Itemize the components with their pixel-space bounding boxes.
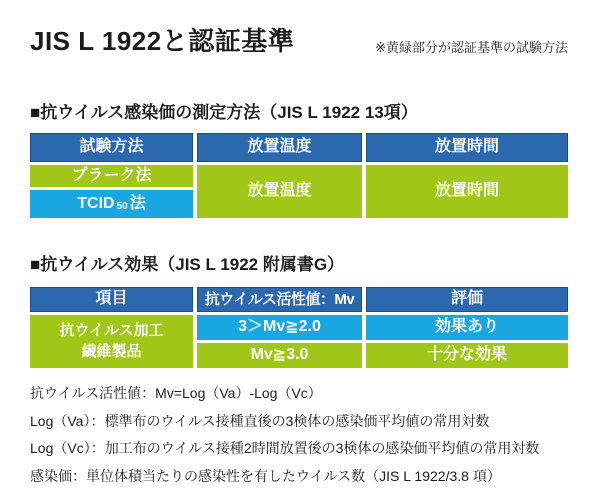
table2-header-activity-value: 抗ウイルス活性値：Mv xyxy=(197,287,362,312)
section2-heading: ■抗ウイルス効果（JIS L 1922 附属書G） xyxy=(30,255,345,274)
footnote-infection-value: 感染価：単位体積当たりの感染性を有したウイルス数（JIS L 1922/3.8 項） xyxy=(30,467,501,484)
item-line-1: 抗ウイルス加工 xyxy=(59,322,164,340)
table1-header-temperature: 放置温度 xyxy=(197,133,362,162)
tcid-label-post: 法 xyxy=(129,194,146,212)
title-row xyxy=(30,25,568,59)
page-title: JIS L 1922と認証基準 xyxy=(30,26,295,56)
table1-cell-tcid50-method xyxy=(30,190,193,218)
table2-cell-activity-row2: Mv≧3.0 xyxy=(197,343,362,368)
table2-cell-evaluation-row2: 十分な効果 xyxy=(366,343,568,368)
table1-header-time: 放置時間 xyxy=(366,133,568,162)
footnotes xyxy=(30,380,575,490)
table1-cell-plaque-method: プラーク法 xyxy=(30,165,193,187)
table2-cell-activity-row1: 3＞Mv≧2.0 xyxy=(197,315,362,340)
tcid-subscript: 50 xyxy=(116,201,128,213)
table1-cell-time-merged: 放置時間 xyxy=(366,165,568,218)
footnote-log-vc: Log（Vc）：加工布のウイルス接種2時間放置後の3検体の感染価平均値の常用対数 xyxy=(30,440,540,456)
table1-cell-temperature-merged: 放置温度 xyxy=(197,165,362,218)
table2-cell-item-merged xyxy=(30,315,193,368)
table2-header-item: 項目 xyxy=(30,287,193,312)
measurement-method-table xyxy=(30,133,568,218)
item-line-2: 繊維製品 xyxy=(81,342,142,360)
footnote-log-va: Log（Va）：標準布のウイルス接種直後の3検体の感染価平均値の常用対数 xyxy=(30,412,490,429)
section1-heading: ■抗ウイルス感染価の測定方法（JIS L 1922 13項） xyxy=(30,103,418,122)
table2-header-evaluation: 評価 xyxy=(366,287,568,312)
footnote-activity-formula: 抗ウイルス活性値：Mv=Log（Va）-Log（Vc） xyxy=(30,385,322,401)
certification-note: ※黄緑部分が認証基準の試験方法 xyxy=(375,40,568,55)
tcid-label-pre: TCID xyxy=(77,194,115,212)
table1-header-test-method: 試験方法 xyxy=(30,133,193,162)
antiviral-effect-table xyxy=(30,287,568,368)
table2-cell-evaluation-row1: 効果あり xyxy=(366,315,568,340)
